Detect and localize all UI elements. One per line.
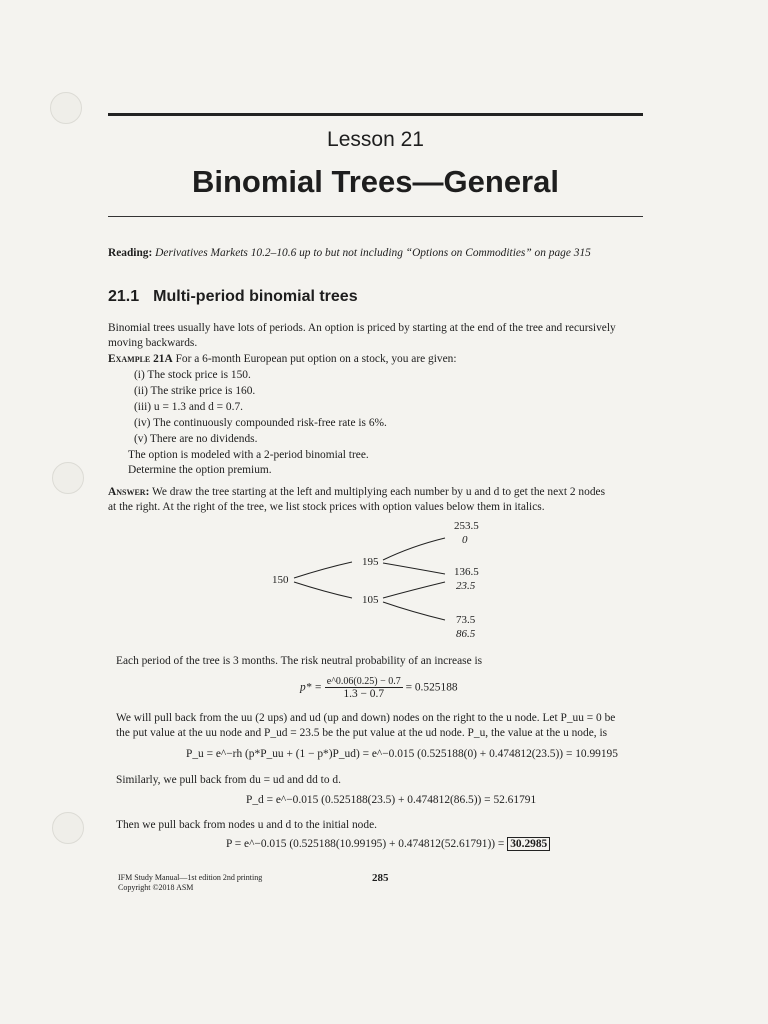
reading-text: Derivatives Markets 10.2–10.6 up to but not including “Options on Commodities” on page 315: [155, 247, 591, 259]
tree-node-u: 195: [362, 556, 379, 568]
tree-node-dd-value: 86.5: [456, 628, 476, 640]
answer-line-2: at the right. At the right of the tree, we list stock prices with option values below them in italics.: [108, 501, 545, 513]
example-item: (iv) The continuously compounded risk-free rate is 6%.: [134, 417, 387, 429]
footer-line-1: IFM Study Manual—1st edition 2nd printing: [118, 873, 263, 882]
tree-node-dd-price: 73.5: [456, 614, 476, 626]
example-label: Example 21A: [108, 353, 173, 365]
tree-node-uu-value: 0: [462, 534, 468, 546]
period-text: Each period of the tree is 3 months. The risk neutral probability of an increase is: [116, 655, 483, 667]
intro-line-2: moving backwards.: [108, 337, 198, 349]
pstar-lhs: p* =: [300, 681, 322, 694]
answer-label: Answer:: [108, 486, 150, 498]
footer-notice: [118, 873, 262, 893]
example-item: (i) The stock price is 150.: [134, 369, 251, 381]
section-title: Multi-period binomial trees: [153, 288, 358, 305]
branch-line: [294, 562, 352, 578]
example-text: For a 6-month European put option on a stock, you are given:: [175, 353, 457, 365]
pstar-fraction: [325, 676, 403, 700]
intro-line-1: Binomial trees usually have lots of periods. An option is priced by starting at the end of the tree and recursively: [108, 322, 616, 334]
lesson-title: Binomial Trees—General: [192, 164, 559, 199]
answer-text: We draw the tree starting at the left and multiplying each number by u and d to get the next 2 nodes: [152, 486, 606, 498]
then-text: Then we pull back from nodes u and d to the initial node.: [116, 819, 377, 831]
tree-node-ud-price: 136.5: [454, 566, 479, 578]
tree-node-root: 150: [272, 574, 289, 586]
pstar-equation: [300, 676, 458, 700]
pstar-denominator: 1.3 − 0.7: [343, 688, 385, 700]
section-number: 21.1: [108, 288, 140, 305]
tree-node-d: 105: [362, 594, 379, 606]
pullback-line-2: the put value at the uu node and P_ud = 23.5 be the put value at the ud node. P_u, the value at the u node, is: [116, 727, 608, 739]
tree-node-uu-price: 253.5: [454, 520, 479, 532]
example-item: (v) There are no dividends.: [134, 433, 258, 445]
pstar-numerator: e^0.06(0.25) − 0.7: [326, 676, 401, 687]
p-equation-lhs: P = e^−0.015 (0.525188(10.99195) + 0.474812(52.61791)) =: [226, 838, 505, 850]
branch-line: [294, 582, 352, 598]
example-item: (ii) The strike price is 160.: [134, 385, 256, 397]
branch-line: [383, 538, 445, 560]
branch-line: [383, 582, 445, 598]
reading-label: Reading:: [108, 247, 153, 259]
pd-equation: P_d = e^−0.015 (0.525188(23.5) + 0.474812(86.5)) = 52.61791: [246, 794, 537, 806]
pu-equation: P_u = e^−rh (p*P_uu + (1 − p*)P_ud) = e^−0.015 (0.525188(0) + 0.474812(23.5)) = 10.99195: [186, 748, 618, 760]
footer-line-2: Copyright ©2018 ASM: [118, 883, 194, 892]
page-number: 285: [372, 872, 389, 884]
example-line-a: The option is modeled with a 2-period binomial tree.: [128, 449, 369, 461]
branch-line: [383, 602, 445, 620]
tree-node-ud-value: 23.5: [456, 580, 476, 592]
p-equation: [226, 838, 550, 850]
example-item: (iii) u = 1.3 and d = 0.7.: [134, 401, 244, 413]
branch-line: [383, 563, 445, 574]
similarly-text: Similarly, we pull back from du = ud and dd to d.: [116, 774, 341, 786]
final-answer-box: 30.2985: [507, 837, 550, 851]
pstar-rhs: = 0.525188: [405, 681, 458, 694]
example-line-b: Determine the option premium.: [128, 464, 272, 476]
lesson-number: Lesson 21: [327, 128, 424, 151]
pullback-line-1: We will pull back from the uu (2 ups) and ud (up and down) nodes on the right to the u node. Let P_uu = 0 be: [116, 712, 616, 724]
